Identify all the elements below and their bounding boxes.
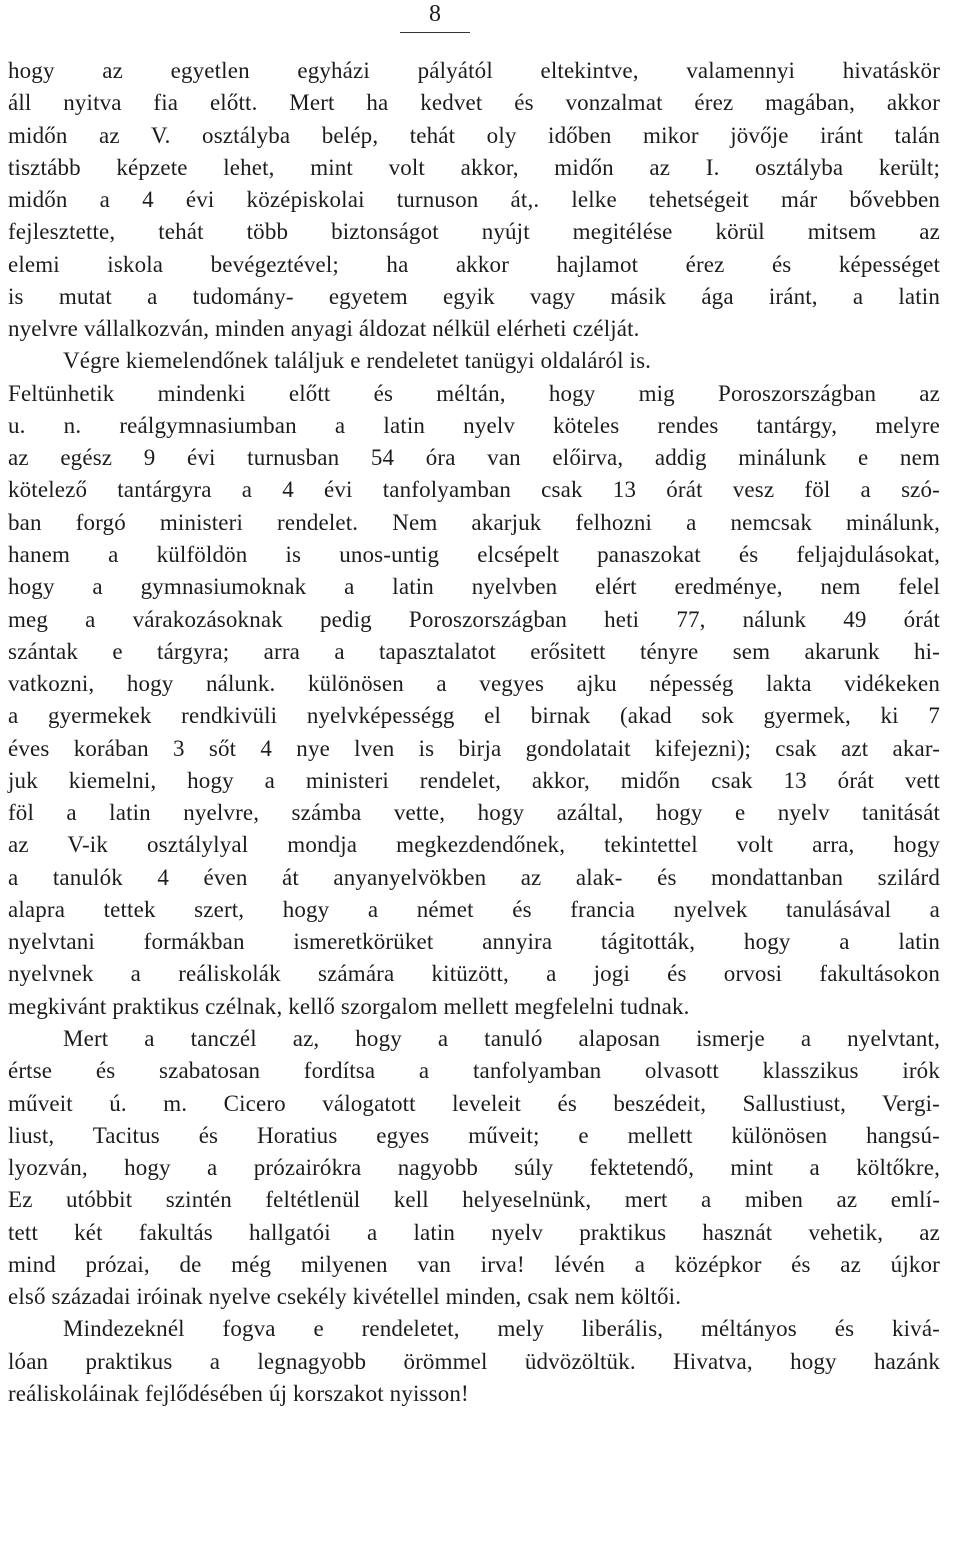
text-line: éves korában 3 sőt 4 nye lven is birja gondolatait kifejezni); csak azt akar- <box>8 735 940 761</box>
text-line: Mindezeknél fogva e rendeletet, mely liberális, méltányos és kivá- <box>63 1316 940 1342</box>
text-line: meg a várakozásoknak pedig Poroszországban heti 77, nálunk 49 órát <box>8 606 940 632</box>
text-line: Végre kiemelendőnek találjuk e rendeletet tanügyi oldaláról is. <box>63 348 652 374</box>
text-line: hogy a gymnasiumoknak a latin nyelvben elért eredménye, nem felel <box>8 574 940 600</box>
text-line: tett két fakultás hallgatói a latin nyelv praktikus hasznát vehetik, az <box>8 1219 940 1245</box>
text-line: megkivánt praktikus czélnak, kellő szorgalom mellett megfelelni tudnak. <box>8 993 690 1019</box>
text-line: első századai iróinak nyelve csekély kivétellel minden, csak nem költői. <box>8 1284 682 1310</box>
text-line: az V-ik osztálylyal mondja megkezdendőnek, tekintettel volt arra, hogy <box>8 832 940 858</box>
header-rule <box>400 32 470 33</box>
text-line: lyozván, hogy a prózairókra nagyobb súly fektetendő, mint a költőkre, <box>8 1155 940 1181</box>
text-line: ban forgó ministeri rendelet. Nem akarjuk felhozni a nemcsak minálunk, <box>8 509 940 535</box>
text-line: liust, Tacitus és Horatius egyes műveit; e mellett különösen hangsú- <box>8 1122 940 1148</box>
text-line: föl a latin nyelvre, számba vette, hogy azáltal, hogy e nyelv tanitását <box>8 800 940 826</box>
text-line: szántak e tárgyra; arra a tapasztalatot erősitett tényre sem akarunk hi- <box>8 638 940 664</box>
text-line: midőn az V. osztályba belép, tehát oly időben mikor jövője iránt talán <box>8 122 940 148</box>
text-line: Ez utóbbit szintén feltétlenül kell helyeselnünk, mert a miben az emlí- <box>8 1187 940 1213</box>
text-line: nyelvnek a reáliskolák számára kitüzött, a jogi és orvosi fakultásokon <box>8 961 940 987</box>
text-line: az egész 9 évi turnusban 54 óra van előirva, addig minálunk e nem <box>8 445 940 471</box>
text-line: a tanulók 4 éven át anyanyelvökben az alak- és mondattanban szilárd <box>8 864 940 890</box>
text-line: fejlesztette, tehát több biztonságot nyújt megitélése körül mitsem az <box>8 219 940 245</box>
text-line: műveit ú. m. Cicero válogatott leveleit és beszédeit, Sallustiust, Vergi- <box>8 1090 940 1116</box>
text-line: áll nyitva fia előtt. Mert ha kedvet és vonzalmat érez magában, akkor <box>8 90 940 116</box>
text-line: értse és szabatosan fordítsa a tanfolyamban olvasott klasszikus irók <box>8 1058 940 1084</box>
text-line: u. n. reálgymnasiumban a latin nyelv köteles rendes tantárgy, melyre <box>8 412 940 438</box>
text-line: alapra tettek szert, hogy a német és francia nyelvek tanulásával a <box>8 896 940 922</box>
text-line: Feltünhetik mindenki előtt és méltán, hogy mig Poroszországban az <box>8 380 940 406</box>
text-line: is mutat a tudomány- egyetem egyik vagy másik ága iránt, a latin <box>8 283 940 309</box>
body-text <box>8 55 940 1410</box>
text-line: nyelvtani formákban ismeretkörüket annyira tágitották, hogy a latin <box>8 929 940 955</box>
text-line: reáliskoláinak fejlődésében új korszakot nyisson! <box>8 1380 469 1406</box>
text-line: kötelező tantárgyra a 4 évi tanfolyamban csak 13 órát vesz föl a szó- <box>8 477 940 503</box>
text-line: hogy az egyetlen egyházi pályától eltekintve, valamennyi hivatáskör <box>8 58 940 83</box>
text-line: hanem a külföldön is unos-untig elcsépelt panaszokat és feljajdulásokat, <box>8 541 940 567</box>
text-line: lóan praktikus a legnagyobb örömmel üdvözöltük. Hivatva, hogy hazánk <box>8 1348 940 1374</box>
text-line: Mert a tanczél az, hogy a tanuló alaposan ismerje a nyelvtant, <box>63 1025 940 1051</box>
text-line: elemi iskola bevégeztével; ha akkor hajlamot érez és képességet <box>8 251 940 277</box>
text-line: nyelvre vállalkozván, minden anyagi áldozat nélkül elérheti czélját. <box>8 316 640 342</box>
text-line: a gyermekek rendkivüli nyelvképességg el birnak (akad sok gyermek, ki 7 <box>8 703 940 729</box>
text-line: vatkozni, hogy nálunk. különösen a vegyes ajku népesség lakta vidékeken <box>8 671 940 697</box>
text-line: tisztább képzete lehet, mint volt akkor, midőn az I. osztályba került; <box>8 154 940 180</box>
text-line: midőn a 4 évi középiskolai turnuson át,. lelke tehetségeit már bővebben <box>8 187 940 213</box>
text-line: juk kiemelni, hogy a ministeri rendelet, akkor, midőn csak 13 órát vett <box>8 767 940 793</box>
page-number: 8 <box>429 1 441 27</box>
text-line: mind prózai, de még milyenen van irva! lévén a középkor és az újkor <box>8 1251 940 1277</box>
